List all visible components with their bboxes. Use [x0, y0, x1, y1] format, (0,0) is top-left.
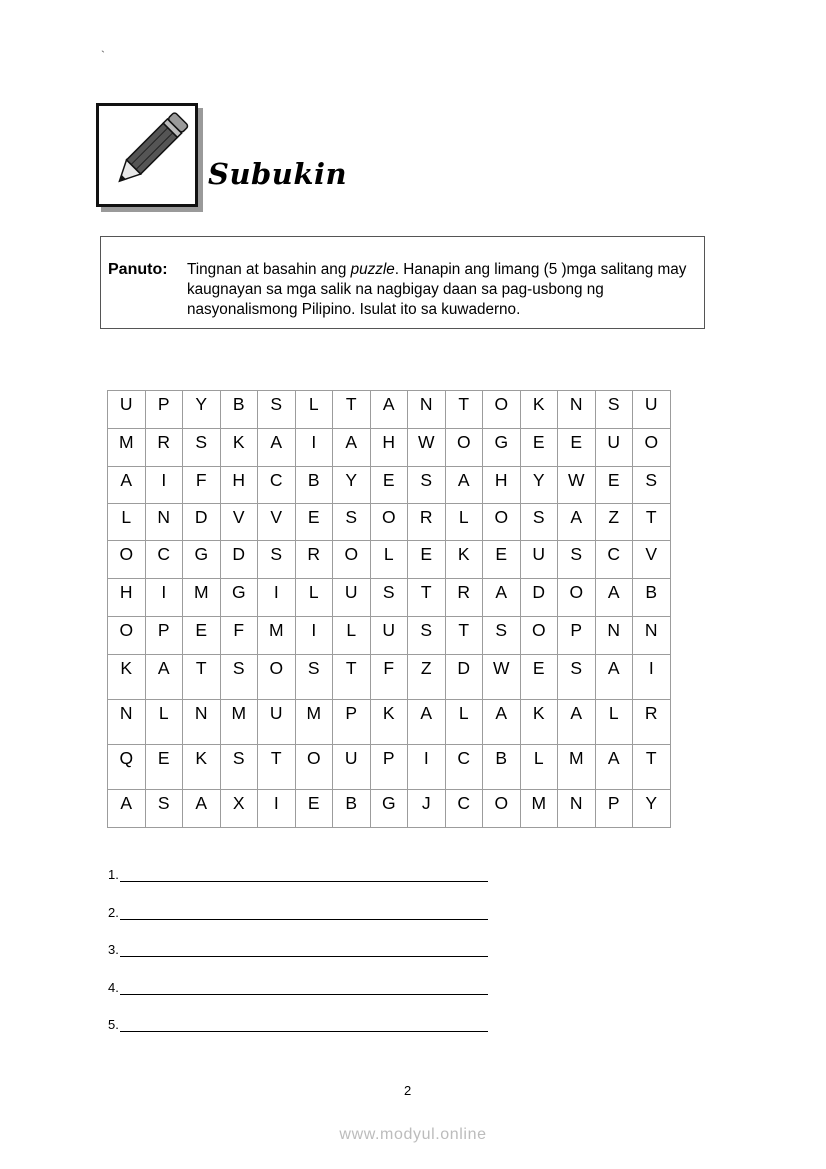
grid-cell: S [258, 391, 296, 429]
grid-cell: M [295, 700, 333, 745]
grid-cell: W [408, 429, 446, 467]
grid-cell: M [183, 579, 221, 617]
grid-cell: W [483, 655, 521, 700]
grid-cell: A [183, 790, 221, 828]
grid-cell: B [333, 790, 371, 828]
grid-row [108, 700, 671, 745]
grid-cell: S [558, 655, 596, 700]
grid-cell: W [558, 467, 596, 504]
grid-cell: N [595, 617, 633, 655]
page-number: 2 [404, 1083, 412, 1098]
grid-cell: T [258, 745, 296, 790]
grid-cell: A [595, 579, 633, 617]
grid-cell: S [145, 790, 183, 828]
grid-cell: T [408, 579, 446, 617]
grid-cell: E [145, 745, 183, 790]
grid-cell: O [108, 617, 146, 655]
grid-cell: X [220, 790, 258, 828]
grid-cell: O [445, 429, 483, 467]
grid-cell: Z [408, 655, 446, 700]
grid-cell: A [370, 391, 408, 429]
grid-cell: O [633, 429, 671, 467]
answer-blank[interactable] [120, 982, 488, 995]
grid-cell: Z [595, 504, 633, 541]
grid-cell: S [295, 655, 333, 700]
grid-cell: O [370, 504, 408, 541]
grid-cell: S [408, 617, 446, 655]
grid-cell: S [370, 579, 408, 617]
grid-cell: H [108, 579, 146, 617]
grid-cell: E [370, 467, 408, 504]
grid-row [108, 541, 671, 579]
grid-cell: B [633, 579, 671, 617]
grid-cell: U [520, 541, 558, 579]
grid-cell: L [145, 700, 183, 745]
grid-cell: E [558, 429, 596, 467]
grid-cell: H [220, 467, 258, 504]
grid-cell: P [333, 700, 371, 745]
grid-cell: U [595, 429, 633, 467]
grid-cell: A [558, 504, 596, 541]
grid-row [108, 655, 671, 700]
answer-line[interactable] [108, 867, 488, 882]
grid-cell: O [258, 655, 296, 700]
grid-cell: S [520, 504, 558, 541]
grid-cell: O [295, 745, 333, 790]
grid-cell: V [633, 541, 671, 579]
grid-cell: I [633, 655, 671, 700]
grid-cell: S [258, 541, 296, 579]
grid-cell: D [183, 504, 221, 541]
grid-cell: A [483, 700, 521, 745]
grid-cell: M [108, 429, 146, 467]
grid-cell: C [445, 790, 483, 828]
grid-cell: N [558, 790, 596, 828]
grid-cell: S [483, 617, 521, 655]
grid-row [108, 579, 671, 617]
answer-number: 3. [108, 942, 119, 957]
grid-cell: C [445, 745, 483, 790]
answer-number: 5. [108, 1017, 119, 1032]
grid-cell: U [333, 745, 371, 790]
grid-cell: Y [520, 467, 558, 504]
grid-cell: M [220, 700, 258, 745]
grid-cell: U [633, 391, 671, 429]
grid-cell: S [220, 745, 258, 790]
grid-cell: B [295, 467, 333, 504]
grid-cell: C [145, 541, 183, 579]
grid-cell: S [595, 391, 633, 429]
grid-cell: I [295, 617, 333, 655]
grid-cell: I [295, 429, 333, 467]
grid-cell: K [183, 745, 221, 790]
grid-cell: A [445, 467, 483, 504]
grid-cell: R [408, 504, 446, 541]
grid-cell: I [258, 579, 296, 617]
grid-cell: L [333, 617, 371, 655]
grid-cell: I [145, 579, 183, 617]
pencil-icon [99, 106, 195, 204]
grid-cell: L [295, 391, 333, 429]
grid-cell: T [633, 745, 671, 790]
grid-cell: S [633, 467, 671, 504]
answer-blank[interactable] [120, 907, 488, 920]
grid-cell: D [445, 655, 483, 700]
grid-cell: P [145, 391, 183, 429]
grid-cell: Y [333, 467, 371, 504]
answer-blank[interactable] [120, 944, 488, 957]
grid-cell: L [595, 700, 633, 745]
grid-cell: L [295, 579, 333, 617]
grid-cell: L [445, 504, 483, 541]
grid-cell: V [258, 504, 296, 541]
grid-cell: K [108, 655, 146, 700]
grid-cell: G [483, 429, 521, 467]
grid-cell: N [183, 700, 221, 745]
grid-cell: P [370, 745, 408, 790]
grid-cell: O [520, 617, 558, 655]
grid-row [108, 790, 671, 828]
grid-cell: A [595, 745, 633, 790]
section-title: Subukin [208, 157, 348, 191]
grid-cell: E [295, 504, 333, 541]
grid-cell: L [370, 541, 408, 579]
grid-cell: S [333, 504, 371, 541]
grid-cell: E [520, 429, 558, 467]
grid-cell: U [370, 617, 408, 655]
grid-cell: K [445, 541, 483, 579]
grid-cell: A [333, 429, 371, 467]
grid-cell: P [595, 790, 633, 828]
answer-line[interactable] [108, 942, 488, 957]
grid-cell: A [108, 467, 146, 504]
grid-cell: D [220, 541, 258, 579]
grid-cell: R [295, 541, 333, 579]
grid-cell: A [145, 655, 183, 700]
grid-cell: B [483, 745, 521, 790]
answer-blank[interactable] [120, 1019, 488, 1032]
grid-cell: O [558, 579, 596, 617]
grid-cell: G [183, 541, 221, 579]
grid-row [108, 617, 671, 655]
corner-mark: ` [101, 48, 105, 62]
grid-cell: R [445, 579, 483, 617]
grid-cell: N [558, 391, 596, 429]
grid-cell: P [558, 617, 596, 655]
grid-cell: T [183, 655, 221, 700]
grid-cell: G [370, 790, 408, 828]
grid-cell: F [370, 655, 408, 700]
grid-cell: U [333, 579, 371, 617]
grid-cell: O [483, 504, 521, 541]
grid-cell: J [408, 790, 446, 828]
grid-cell: A [558, 700, 596, 745]
grid-cell: S [183, 429, 221, 467]
answer-blank[interactable] [120, 869, 488, 882]
grid-row [108, 391, 671, 429]
grid-cell: P [145, 617, 183, 655]
grid-cell: U [108, 391, 146, 429]
directions-label: Panuto: [108, 261, 168, 278]
grid-cell: H [483, 467, 521, 504]
grid-cell: Y [633, 790, 671, 828]
grid-cell: I [258, 790, 296, 828]
grid-cell: E [520, 655, 558, 700]
grid-cell: G [220, 579, 258, 617]
grid-row [108, 745, 671, 790]
grid-cell: M [520, 790, 558, 828]
grid-cell: R [633, 700, 671, 745]
grid-cell: H [370, 429, 408, 467]
answer-line[interactable] [108, 1017, 488, 1032]
grid-cell: M [558, 745, 596, 790]
word-search-grid [107, 390, 671, 828]
grid-cell: U [258, 700, 296, 745]
grid-cell: E [595, 467, 633, 504]
answer-number: 2. [108, 904, 119, 920]
grid-cell: E [183, 617, 221, 655]
grid-cell: A [258, 429, 296, 467]
grid-row [108, 504, 671, 541]
directions-box [100, 236, 705, 329]
answer-number: 4. [108, 979, 119, 995]
grid-cell: K [370, 700, 408, 745]
grid-cell: N [408, 391, 446, 429]
grid-cell: A [408, 700, 446, 745]
grid-cell: T [333, 391, 371, 429]
grid-cell: S [220, 655, 258, 700]
grid-cell: V [220, 504, 258, 541]
grid-cell: N [633, 617, 671, 655]
grid-cell: A [595, 655, 633, 700]
directions-text: Tingnan at basahin ang puzzle. Hanapin ang limang (5 )mga salitang may kaugnayan sa mga salik na nagbigay daan sa pag-usbong ng nasyonalismong Pilipino. Isulat ito sa kuwaderno. [187, 261, 687, 318]
grid-cell: E [483, 541, 521, 579]
grid-cell: O [108, 541, 146, 579]
grid-cell: S [558, 541, 596, 579]
grid-cell: I [408, 745, 446, 790]
grid-cell: T [633, 504, 671, 541]
grid-cell: F [220, 617, 258, 655]
grid-cell: C [258, 467, 296, 504]
answer-number: 1. [108, 867, 119, 882]
grid-cell: L [108, 504, 146, 541]
grid-cell: K [220, 429, 258, 467]
grid-cell: R [145, 429, 183, 467]
answer-line[interactable] [108, 980, 488, 995]
grid-row [108, 467, 671, 504]
grid-cell: A [108, 790, 146, 828]
puzzle-word: puzzle [350, 261, 395, 278]
grid-cell: Y [183, 391, 221, 429]
grid-cell: E [408, 541, 446, 579]
watermark: www.modyul.online [339, 1126, 487, 1143]
answer-line[interactable] [108, 905, 488, 920]
grid-cell: O [483, 391, 521, 429]
grid-cell: L [520, 745, 558, 790]
grid-row [108, 429, 671, 467]
grid-cell: N [145, 504, 183, 541]
grid-cell: I [145, 467, 183, 504]
grid-cell: D [520, 579, 558, 617]
grid-cell: T [333, 655, 371, 700]
grid-cell: C [595, 541, 633, 579]
grid-cell: O [483, 790, 521, 828]
grid-cell: T [445, 617, 483, 655]
grid-cell: S [408, 467, 446, 504]
grid-cell: B [220, 391, 258, 429]
grid-cell: A [483, 579, 521, 617]
grid-cell: T [445, 391, 483, 429]
grid-cell: F [183, 467, 221, 504]
grid-cell: K [520, 391, 558, 429]
grid-cell: O [333, 541, 371, 579]
grid-cell: L [445, 700, 483, 745]
pencil-icon-box [96, 103, 198, 207]
grid-cell: Q [108, 745, 146, 790]
grid-cell: K [520, 700, 558, 745]
grid-cell: E [295, 790, 333, 828]
grid-cell: N [108, 700, 146, 745]
grid-cell: M [258, 617, 296, 655]
